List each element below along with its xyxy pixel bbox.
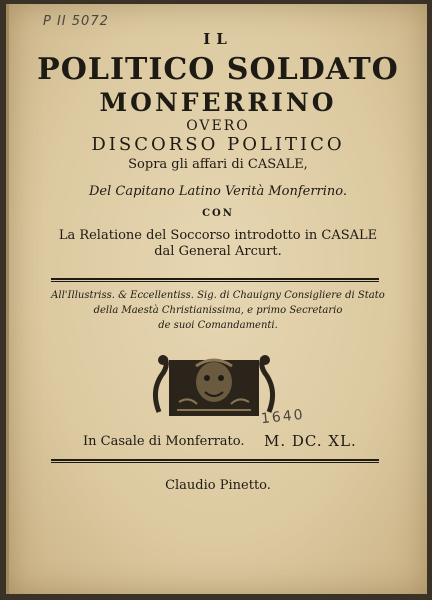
title-line-4: OVERO — [186, 118, 250, 134]
con-line: CON — [202, 208, 234, 219]
dedication-line-3: de suoi Comandamenti. — [158, 320, 278, 331]
printer-name: Claudio Pinetto. — [165, 478, 271, 493]
title-line-5: DISCORSO POLITICO — [91, 134, 345, 155]
dedication-line-1: All'Illustriss. & Eccellentiss. Sig. di Chauigny Consigliere di Stato — [51, 290, 385, 301]
bottom-rule-thin — [51, 462, 379, 463]
dedication-line-2: della Maestà Christianissima, e primo Secretario — [93, 305, 343, 316]
shelfmark: P II 5072 — [43, 14, 109, 29]
title-line-3: MONFERRINO — [99, 88, 337, 117]
imprint-place: In Casale di Monferrato. — [83, 434, 245, 449]
title-line-1: IL — [203, 30, 233, 48]
title-line-6: Sopra gli affari di CASALE, — [128, 157, 308, 172]
handwritten-year: 1640 — [260, 406, 306, 428]
top-rule — [51, 278, 379, 280]
top-rule-thin — [51, 281, 379, 282]
title-line-2: POLITICO SOLDATO — [37, 52, 399, 87]
title-page — [6, 4, 427, 594]
imprint-year: M. DC. XL. — [264, 432, 357, 450]
author-line: Del Capitano Latino Verità Monferrino. — [88, 184, 348, 199]
bottom-rule — [51, 459, 379, 461]
subtitle-line-1: La Relatione del Soccorso introdotto in CASALE — [58, 228, 378, 243]
subtitle-line-2: dal General Arcurt. — [154, 244, 282, 259]
